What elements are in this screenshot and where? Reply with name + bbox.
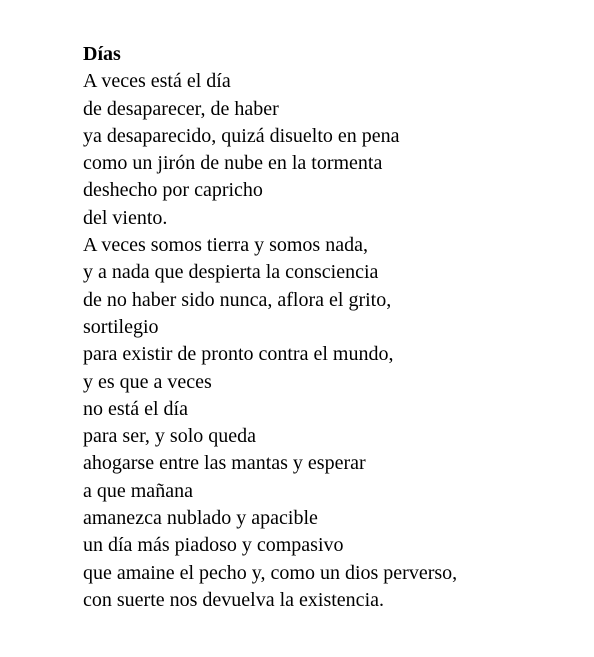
poem-line: de no haber sido nunca, aflora el grito,	[83, 288, 392, 311]
poem-line: y a nada que despierta la consciencia	[83, 261, 379, 284]
poem-line: y es que a veces	[83, 370, 212, 393]
poem-line: un día más piadoso y compasivo	[83, 534, 344, 557]
poem-line: ahogarse entre las mantas y esperar	[83, 452, 366, 475]
poem-line: de desaparecer, de haber	[83, 97, 279, 120]
poem-line: a que mañana	[83, 479, 193, 502]
poem-line: que amaine el pecho y, como un dios perverso,	[83, 561, 458, 584]
poem-body	[83, 68, 573, 614]
poem-line: amanezca nublado y apacible	[83, 507, 318, 530]
poem-title: Días	[83, 43, 121, 65]
poem-line: ya desaparecido, quizá disuelto en pena	[83, 124, 400, 147]
poem-line: no está el día	[83, 397, 188, 420]
poem-line: para existir de pronto contra el mundo,	[83, 343, 394, 366]
poem-line: deshecho por capricho	[83, 179, 263, 202]
poem-line: como un jirón de nube en la tormenta	[83, 152, 383, 175]
poem-line: A veces está el día	[83, 70, 231, 93]
poem-line: del viento.	[83, 206, 168, 229]
poem-line: para ser, y solo queda	[83, 425, 257, 448]
poem	[83, 41, 573, 614]
poem-line: con suerte nos devuelva la existencia.	[83, 588, 384, 611]
poem-line: A veces somos tierra y somos nada,	[83, 234, 368, 257]
poem-line: sortilegio	[83, 315, 159, 338]
